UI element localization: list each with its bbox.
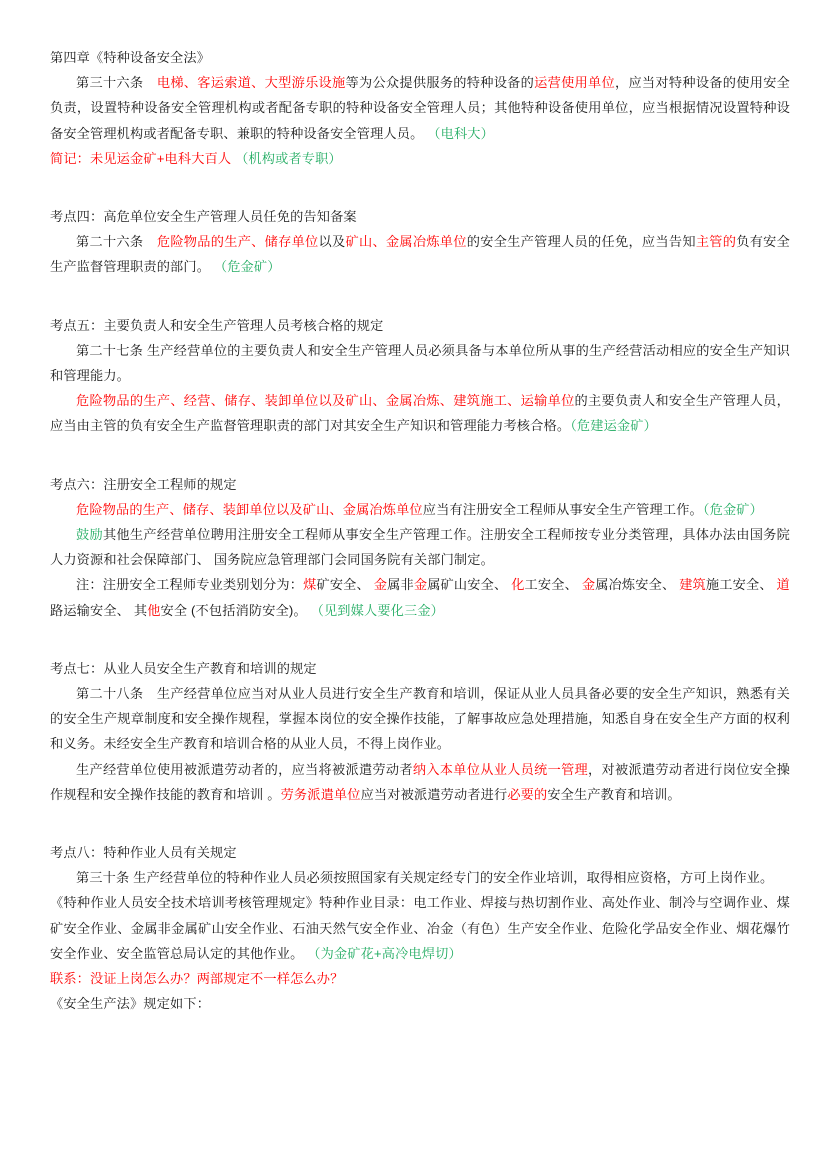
paragraph-kaodian-7-0 (50, 681, 790, 757)
paragraph-kaodian-7-1-run-6: 安全生产教育和培训。 (547, 786, 681, 802)
paragraph-kaodian-6-1 (50, 522, 790, 572)
section-spacer (50, 807, 790, 840)
paragraph-article-36 (50, 70, 790, 146)
section-spacer (50, 171, 790, 204)
paragraph-kaodian-6-2-run-18: 道 (776, 577, 790, 593)
paragraph-kaodian-5-1-run-2: （危建运金矿） (570, 418, 657, 434)
paragraph-article-36-run-5: ，应当对特种设备的使用安全负责，设置特种设备安全管理机构或者配备专职的特种设备安全管理人员；其他特种设备使用单位，应当根据情况设置特种设备安全管理机构或者配备专职、兼职的特种设备安全管理人员。 (50, 75, 791, 141)
paragraph-kaodian-6-0-run-0: 危险物品的生产、储存、装卸单位以及矿山、金属冶炼单位 (76, 501, 423, 517)
paragraph-kaodian-6-1-run-0: 鼓励 (76, 527, 103, 543)
paragraph-kaodian-8-1 (50, 890, 790, 966)
paragraph-kaodian-4-0-run-8: （危金矿） (210, 259, 281, 275)
paragraph-kaodian-6-2-run-10: 工安全、 (524, 577, 578, 593)
paragraph-kaodian-8-1-run-0: 《特种作业人员安全技术培训考核管理规定》特种作业目录：电工作业、焊接与热切割作业、高处作业、制冷与空调作业、煤矿安全作业、金属非金属矿山安全作业、石油天然气安全作业、冶金（有色）生产安全作业、危险化学品安全作业、烟花爆竹安全作业、安全监管总局认定的其他作业。 (50, 895, 790, 961)
paragraph-kaodian-6-2-run-7: 属矿山安全、 (427, 577, 508, 593)
paragraph-article-36-run-6: （电科大） (423, 125, 494, 141)
chapter-title: 第四章《特种设备安全法》 (50, 50, 211, 65)
paragraph-kaodian-6-2-run-6: 金 (413, 577, 428, 593)
section-heading-kaodian-7: 考点七：从业人员安全生产教育和培训的规定 (50, 660, 317, 676)
paragraph-kaodian-4-0-run-1 (143, 234, 156, 249)
sections-container (50, 171, 790, 1016)
paragraph-kaodian-6-2 (50, 572, 790, 622)
paragraph-kaodian-6-0-run-2: （危金矿） (702, 501, 763, 517)
paragraph-mnemonic-36-run-0: 简记：未见运金矿+电科大百人 (50, 150, 232, 166)
section-spacer (50, 280, 790, 313)
paragraph-kaodian-4-0 (50, 229, 790, 279)
paragraph-kaodian-6-0 (50, 497, 790, 522)
paragraph-kaodian-8-0-run-0: 第三十条 生产经营单位的特种作业人员必须按照国家有关规定经专门的安全作业培训，取得相应资格，方可上岗作业。 (76, 870, 774, 886)
paragraph-kaodian-8-0 (50, 865, 790, 890)
paragraph-kaodian-6-2-run-13: 属冶炼安全、 (595, 577, 676, 593)
paragraph-kaodian-6-2-run-9: 化 (511, 577, 525, 593)
paragraph-kaodian-7-1-run-0: 生产经营单位使用被派遣劳动者的，应当将被派遣劳动者 (76, 761, 413, 777)
paragraph-kaodian-7-1 (50, 757, 790, 807)
paragraph-kaodian-6-0-run-1: 应当有注册安全工程师从事安全生产管理工作。 (422, 501, 703, 517)
paragraph-kaodian-7-0-run-0: 第二十八条 生产经营单位应当对从业人员进行安全生产教育和培训，保证从业人员具备必要的安全生产知识，熟悉有关的安全生产规章制度和安全操作规程，掌握本岗位的安全操作技能，了解事故应急处理措施，知悉自身在安全生产方面的权利和义务。未经安全生产教育和培训合格的从业人员，不得上岗作业。 (50, 686, 790, 752)
paragraph-kaodian-6-2-run-5: 属非 (387, 577, 414, 593)
section-spacer (50, 623, 790, 656)
paragraph-kaodian-4-0-run-3: 以及 (318, 234, 346, 250)
section-heading-kaodian-5: 考点五：主要负责人和安全生产管理人员考核合格的规定 (50, 317, 384, 333)
paragraph-kaodian-5-1-run-0: 危险物品的生产、经营、储存、装卸单位以及矿山、金属冶炼、建筑施工、运输单位 (76, 393, 575, 409)
paragraph-kaodian-8-2 (50, 966, 790, 991)
paragraph-kaodian-6-2-run-12: 金 (581, 577, 596, 593)
paragraph-kaodian-6-2-run-21: 他 (147, 602, 161, 618)
paragraph-kaodian-7-1-run-2: ，对被派遣劳动者进行岗位安全操作规程和安全操作技能的教育和培训 。 (50, 761, 791, 802)
paragraph-article-36-run-3: 等为公众提供服务的特种设备的 (345, 75, 535, 91)
section-spacer (50, 439, 790, 472)
paragraph-kaodian-4-0-run-7: 负有安全生产监督管理职责的部门。 (50, 234, 790, 275)
paragraph-kaodian-6-2-run-4: 金 (373, 577, 388, 593)
paragraph-mnemonic-36 (50, 146, 790, 171)
paragraph-kaodian-5-1 (50, 388, 790, 438)
paragraph-kaodian-6-2-run-23: （见到媒人要化三金） (306, 602, 445, 618)
paragraph-kaodian-7-1-run-3: 劳务派遣单位 (280, 786, 361, 802)
paragraph-kaodian-7-1-run-1: 纳入本单位从业人员统一管理 (412, 761, 589, 777)
paragraph-kaodian-6-2-run-22: 安全 (不包括消防安全)。 (160, 602, 307, 618)
paragraph-kaodian-4-0-run-5: 的安全生产管理人员的任免，应当告知 (466, 234, 696, 250)
paragraph-article-36-run-1 (143, 75, 156, 90)
paragraph-article-36-run-2: 电梯、客运索道、大型游乐设施 (156, 75, 346, 91)
paragraph-mnemonic-36-run-1: （机构或者专职） (231, 150, 342, 166)
paragraph-kaodian-6-2-run-15: 建筑 (679, 577, 706, 593)
paragraph-kaodian-4-0-run-4: 矿山、金属冶炼单位 (345, 234, 467, 250)
paragraph-kaodian-4-0-run-2: 危险物品的生产、储存单位 (156, 234, 319, 250)
paragraph-kaodian-6-2-run-20: 其 (130, 602, 148, 618)
document-body (50, 45, 790, 1017)
paragraph-kaodian-6-2-run-19: 路运输安全、 (50, 602, 131, 618)
paragraph-kaodian-5-0 (50, 338, 790, 388)
paragraph-kaodian-8-1-run-1: （为金矿花+高冷电焊切） (303, 945, 462, 961)
section-heading-kaodian-8: 考点八：特种作业人员有关规定 (50, 845, 237, 861)
paragraph-kaodian-7-1-run-4: 应当对被派遣劳动者进行 (360, 786, 508, 802)
paragraph-kaodian-7-1-run-5: 必要的 (507, 786, 548, 802)
paragraph-article-36-run-0: 第三十六条 (76, 75, 144, 91)
paragraph-kaodian-4-0-run-0: 第二十六条 (76, 234, 144, 250)
paragraph-kaodian-6-2-run-1: 煤 (303, 577, 317, 593)
paragraph-kaodian-8-2-run-0: 联系：没证上岗怎么办？两部规定不一样怎么办？ (50, 971, 344, 987)
paragraph-kaodian-8-3-run-0: 《安全生产法》规定如下： (50, 996, 211, 1012)
paragraph-kaodian-6-2-run-0: 注：注册安全工程师专业类别划分为： (76, 577, 304, 593)
section-heading-kaodian-4: 考点四：高危单位安全生产管理人员任免的告知备案 (50, 209, 357, 225)
paragraph-kaodian-6-2-run-16: 施工安全、 (705, 577, 773, 593)
paragraph-kaodian-8-3 (50, 991, 790, 1016)
paragraph-article-36-run-4: 运营使用单位 (534, 75, 615, 91)
chapter-intro-blocks (50, 70, 790, 171)
paragraph-kaodian-6-1-run-1: 其他生产经营单位聘用注册安全工程师从事安全生产管理工作。注册安全工程师按专业分类管理，具体办法由国务院人力资源和社会保障部门、 国务院应急管理部门会同国务院有关部门制定。 (50, 527, 790, 568)
paragraph-kaodian-5-0-run-0: 第二十七条 生产经营单位的主要负责人和安全生产管理人员必须具备与本单位所从事的生产经营活动相应的安全生产知识和管理能力。 (50, 342, 790, 384)
section-heading-kaodian-6: 考点六：注册安全工程师的规定 (50, 476, 237, 492)
paragraph-kaodian-6-2-run-2: 矿安全、 (316, 577, 370, 593)
paragraph-kaodian-4-0-run-6: 主管的 (695, 234, 737, 250)
paragraph-kaodian-5-1-run-1: 的主要负责人和安全生产管理人员，应当由主管的负有安全生产监督管理职责的部门对其安全生产知识和管理能力考核合格。 (50, 393, 790, 434)
